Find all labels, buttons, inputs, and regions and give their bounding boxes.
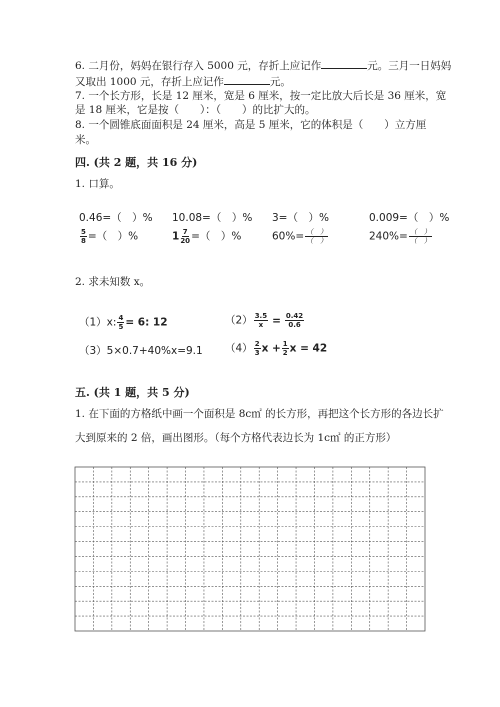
- fraction: $\frac{7}{20}$: [180, 228, 191, 245]
- q8-line2: 米。: [75, 134, 96, 146]
- oral-calc-6-tail: =（ ）%: [191, 230, 242, 243]
- equation-3: （3）5×0.7+40%x=9.1: [79, 345, 203, 357]
- fraction: $\frac{( )}{( )}$: [306, 228, 328, 245]
- equation-2: [225, 312, 305, 329]
- section5-heading: 五. (共 1 题，共 5 分): [75, 386, 190, 399]
- fraction: $\frac{4}{5}$: [118, 314, 124, 331]
- equation-4-mid: x +: [261, 342, 281, 355]
- oral-calc-4: 0.009=（ ）%: [369, 212, 450, 224]
- equation-4-head: （4）: [225, 342, 253, 355]
- section5-q1-line1: 1. 在下面的方格纸中画一个面积是 8c㎡ 的长方形，再把这个长方形的各边长扩: [75, 408, 444, 420]
- equation-2-head: （2）: [225, 314, 253, 327]
- q6-line2-prefix: 又取出 1000 元，存折上应记作: [75, 76, 224, 88]
- grid-paper[interactable]: [74, 466, 426, 632]
- oral-calc-3: 3=（ ）%: [272, 212, 329, 224]
- equation-1-tail: = 6: 12: [125, 316, 168, 329]
- fraction: $\frac{5}{8}$: [81, 228, 86, 245]
- equation-2-eq: =: [272, 314, 281, 327]
- q6-line2: [75, 74, 291, 89]
- oral-calc-5-tail: =（ ）%: [87, 230, 139, 243]
- fraction: $\frac{3.5}{x}$: [254, 312, 268, 329]
- oral-calc-6: [172, 228, 241, 245]
- q8-line1: 8. 一个圆锥底面面积是 24 厘米，高是 5 厘米，它的体积是（ ）立方厘: [75, 119, 427, 131]
- equation-1-head: （1）x:: [79, 316, 117, 329]
- q6-line1: [75, 58, 451, 73]
- section5-q1-line2: 大到原来的 2 倍，画出图形。（每个方格代表边长为 1c㎡ 的正方形）: [75, 432, 397, 444]
- equation-4-tail: x = 42: [289, 342, 328, 355]
- q1-title: 1. 口算。: [75, 178, 120, 190]
- q6-line1-prefix: 6. 二月份，妈妈在银行存入 5000 元，存折上应记作: [75, 60, 322, 72]
- q6-line2-suffix: 元。: [269, 76, 291, 88]
- q2-title: 2. 求未知数 x。: [75, 276, 151, 288]
- q7-line1: 7. 一个长方形，长是 12 厘米，宽是 6 厘米，按一定比放大后长是 36 厘米，宽: [75, 90, 447, 102]
- section4-heading: 四. (共 2 题，共 16 分): [75, 156, 198, 169]
- fraction: $\frac{2}{3}$: [254, 340, 260, 357]
- oral-calc-7: [272, 228, 329, 245]
- fraction: $\frac{1}{2}$: [282, 340, 288, 357]
- oral-calc-8: [369, 228, 433, 245]
- oral-calc-8-head: 240%=: [369, 230, 408, 243]
- grid-border: [75, 467, 425, 631]
- fraction: $\frac{0.42}{0.6}$: [285, 312, 304, 329]
- mixed-whole: 1: [172, 230, 180, 243]
- answer-blank[interactable]: [224, 74, 270, 85]
- q7-line2: 是 18 厘米，它是按（ ）：（ ）的比扩大的。: [75, 104, 316, 116]
- oral-calc-2: 10.08=（ ）%: [172, 212, 253, 224]
- equation-1: [79, 314, 168, 331]
- q6-line1-suffix: 元。三月一日妈妈: [367, 60, 452, 72]
- fraction: $\frac{( )}{( )}$: [409, 228, 431, 245]
- oral-calc-7-head: 60%=: [272, 230, 305, 243]
- oral-calc-1: 0.46=（ ）%: [79, 212, 153, 224]
- answer-blank[interactable]: [321, 58, 367, 69]
- equation-4: [225, 340, 327, 357]
- oral-calc-5: [79, 228, 138, 245]
